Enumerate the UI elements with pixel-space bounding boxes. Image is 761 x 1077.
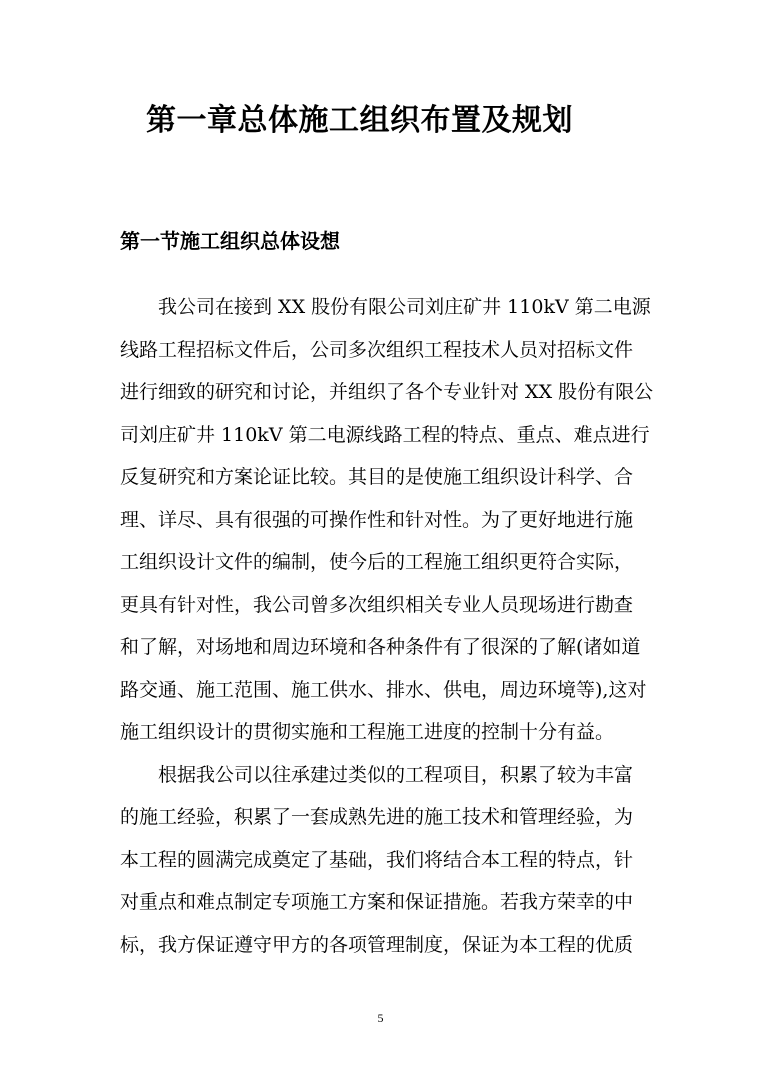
- chapter-title: 第一章总体施工组织布置及规划: [146, 103, 573, 138]
- paragraph-line: 根据我公司以往承建过类似的工程项目，积累了较为丰富: [120, 764, 634, 786]
- paragraph-line: 我公司在接到 XX 股份有限公司刘庄矿井 110kV 第二电源: [120, 296, 651, 318]
- paragraph-line: 路交通、施工范围、施工供水、排水、供电，周边环境等),这对: [120, 679, 647, 701]
- paragraph-line: 标，我方保证遵守甲方的各项管理制度，保证为本工程的优质: [120, 934, 634, 956]
- paragraph-line: 理、详尽、具有很强的可操作性和针对性。为了更好地进行施: [120, 509, 634, 531]
- paragraph-line: 工组织设计文件的编制，使今后的工程施工组织更符合实际，: [120, 551, 634, 573]
- paragraph-line: 司刘庄矿井 110kV 第二电源线路工程的特点、重点、难点进行: [120, 424, 650, 446]
- page-number: 5: [377, 1011, 384, 1025]
- paragraph-line: 的施工经验，积累了一套成熟先进的施工技术和管理经验，为: [120, 806, 634, 828]
- paragraph-line: 更具有针对性，我公司曾多次组织相关专业人员现场进行勘查: [120, 594, 634, 616]
- paragraph-line: 反复研究和方案论证比较。其目的是使施工组织设计科学、合: [120, 466, 634, 488]
- paragraph-line: 线路工程招标文件后，公司多次组织工程技术人员对招标文件: [120, 339, 634, 361]
- paragraph-line: 施工组织设计的贯彻实施和工程施工进度的控制十分有益。: [120, 721, 615, 743]
- paragraph-line: 进行细致的研究和讨论，并组织了各个专业针对 XX 股份有限公: [120, 381, 654, 403]
- paragraph-line: 和了解，对场地和周边环境和各种条件有了很深的了解(诸如道: [120, 636, 641, 658]
- paragraph-line: 对重点和难点制定专项施工方案和保证措施。若我方荣幸的中: [120, 891, 634, 913]
- paragraph-line: 本工程的圆满完成奠定了基础，我们将结合本工程的特点，针: [120, 849, 634, 871]
- section-title: 第一节施工组织总体设想: [120, 229, 340, 253]
